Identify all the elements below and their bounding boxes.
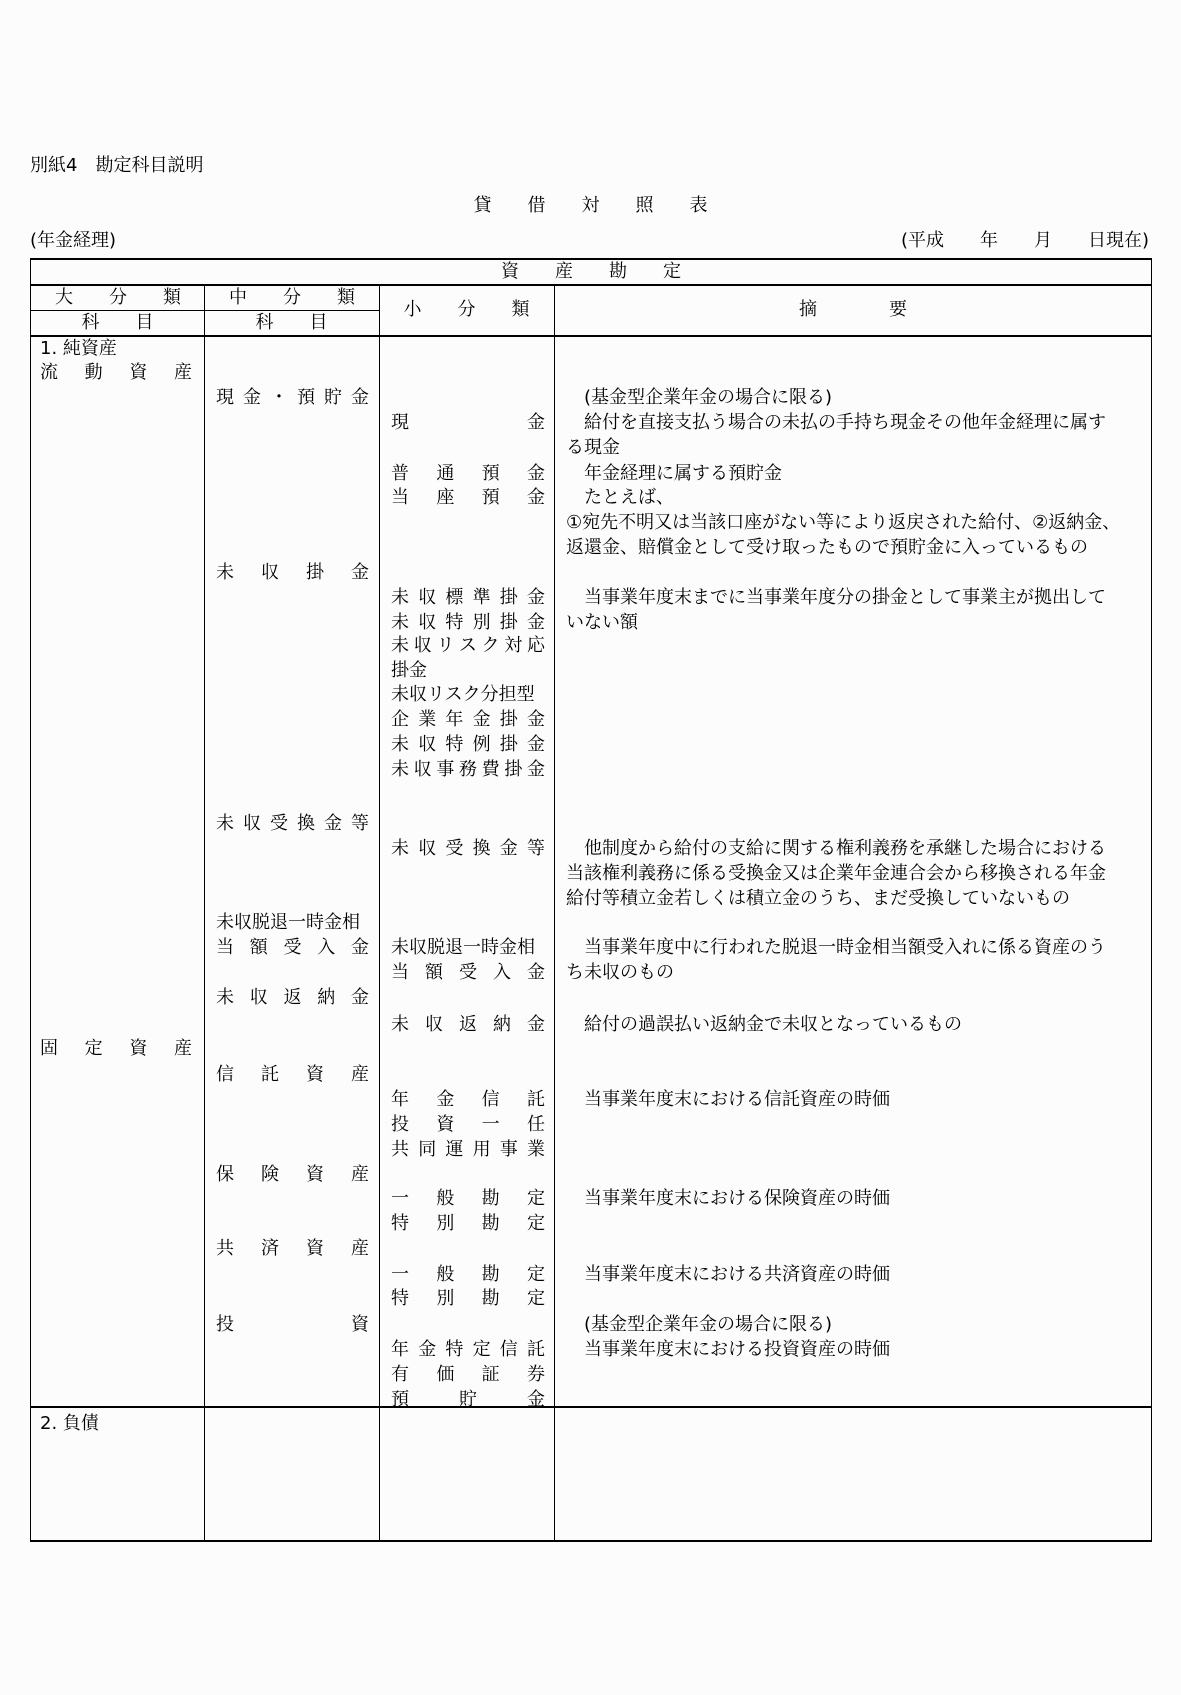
summary-line: 他制度から給付の支給に関する権利義務を承継した場合における	[566, 838, 1106, 859]
section-label: (年金経理)	[30, 230, 117, 251]
summary-line: 当事業年度末までに当事業年度分の掛金として事業主が拠出して	[566, 587, 1106, 608]
middle-category: 未収脱退一時金相	[216, 912, 360, 933]
minor-category: 未収特例掛金	[391, 734, 545, 755]
minor-category: 未収返納金	[391, 1014, 545, 1035]
minor-category: 預貯金	[391, 1389, 545, 1410]
summary-line: 年金経理に属する預貯金	[566, 463, 782, 484]
summary-line: ち未収のもの	[566, 962, 674, 983]
header-major-sub: 科 目	[81, 312, 154, 333]
header-middle-sub: 科 目	[255, 312, 328, 333]
middle-category: 現金・預貯金	[216, 387, 369, 408]
minor-category: 普通預金	[391, 463, 545, 484]
summary-line: 当事業年度末における保険資産の時価	[566, 1188, 890, 1209]
middle-category: 信託資産	[216, 1064, 369, 1085]
page-title: 貸 借 対 照 表	[473, 195, 708, 216]
minor-category: 未収脱退一時金相	[391, 937, 535, 958]
table-divider	[30, 335, 1152, 337]
column-divider	[204, 284, 205, 1542]
minor-category: 未収リスク分担型	[391, 684, 535, 705]
summary-line: 返還金、賠償金として受け取ったもので預貯金に入っているもの	[566, 537, 1088, 558]
minor-category: 未収事務費掛金	[391, 759, 545, 780]
minor-category: 投資一任	[391, 1114, 545, 1135]
minor-category: 掛金	[391, 660, 427, 681]
minor-category: 特別勘定	[391, 1213, 545, 1234]
summary-line: 給付等積立金若しくは積立金のうち、まだ受換していないもの	[566, 888, 1070, 909]
minor-category: 当座預金	[391, 487, 545, 508]
summary-line: 当事業年度末における信託資産の時価	[566, 1089, 890, 1110]
minor-category: 当額受入金	[391, 962, 545, 983]
middle-category: 未収返納金	[216, 987, 369, 1008]
major-category: 流 動 資 産	[40, 362, 192, 383]
middle-category: 投資	[216, 1314, 369, 1335]
minor-category: 未収特別掛金	[391, 612, 545, 633]
minor-category: 特別勘定	[391, 1288, 545, 1309]
header-minor: 小 分 類	[403, 299, 530, 320]
minor-category: 企業年金掛金	[391, 709, 545, 730]
summary-line: たとえば、	[566, 487, 674, 508]
summary-line: (基金型企業年金の場合に限る)	[566, 387, 833, 408]
major-category: 固 定 資 産	[40, 1038, 192, 1059]
column-divider	[379, 284, 380, 1542]
summary-line: 給付の過誤払い返納金で未収となっているもの	[566, 1014, 962, 1035]
summary-line: (基金型企業年金の場合に限る)	[566, 1314, 833, 1335]
middle-category: 未収受換金等	[216, 813, 369, 834]
minor-category: 未収受換金等	[391, 838, 545, 859]
date-label: (平成 年 月 日現在)	[900, 230, 1149, 251]
table-divider	[30, 1406, 1152, 1408]
minor-category: 未収リスク対応	[391, 635, 545, 656]
header-summary: 摘 要	[799, 299, 907, 320]
minor-category: 一般勘定	[391, 1188, 545, 1209]
column-divider	[554, 284, 555, 1542]
major-category: 2. 負債	[40, 1413, 99, 1434]
minor-category: 有価証券	[391, 1364, 545, 1385]
summary-line: いない額	[566, 612, 638, 633]
middle-category: 共済資産	[216, 1238, 369, 1259]
summary-line: る現金	[566, 437, 620, 458]
middle-category: 当額受入金	[216, 937, 369, 958]
table-divider	[30, 284, 1152, 286]
summary-line: 当該権利義務に係る受換金又は企業年金連合会から移換される年金	[566, 863, 1106, 884]
header-middle: 中 分 類	[229, 287, 355, 308]
minor-category: 現金	[391, 412, 545, 433]
group-header: 資 産 勘 定	[501, 261, 681, 282]
table-border	[30, 1540, 1152, 1542]
minor-category: 年金信託	[391, 1089, 545, 1110]
document-label: 別紙4 勘定科目説明	[30, 155, 204, 176]
summary-line: 当事業年度末における共済資産の時価	[566, 1264, 890, 1285]
summary-line: 当事業年度末における投資資産の時価	[566, 1339, 890, 1360]
minor-category: 一般勘定	[391, 1264, 545, 1285]
minor-category: 共同運用事業	[391, 1139, 545, 1160]
minor-category: 未収標準掛金	[391, 587, 545, 608]
table-border	[30, 258, 1152, 260]
middle-category: 未収掛金	[216, 562, 369, 583]
middle-category: 保険資産	[216, 1164, 369, 1185]
minor-category: 年金特定信託	[391, 1339, 545, 1360]
major-category: 1. 純資産	[40, 338, 117, 359]
summary-line: 給付を直接支払う場合の未払の手持ち現金その他年金経理に属す	[566, 412, 1106, 433]
header-major: 大 分 類	[55, 287, 181, 308]
summary-line: ①宛先不明又は当該口座がない等により返戻された給付、②返納金、	[566, 512, 1121, 533]
table-border	[30, 258, 31, 1542]
summary-line: 当事業年度中に行われた脱退一時金相当額受入れに係る資産のう	[566, 937, 1106, 958]
table-border	[1151, 258, 1152, 1542]
